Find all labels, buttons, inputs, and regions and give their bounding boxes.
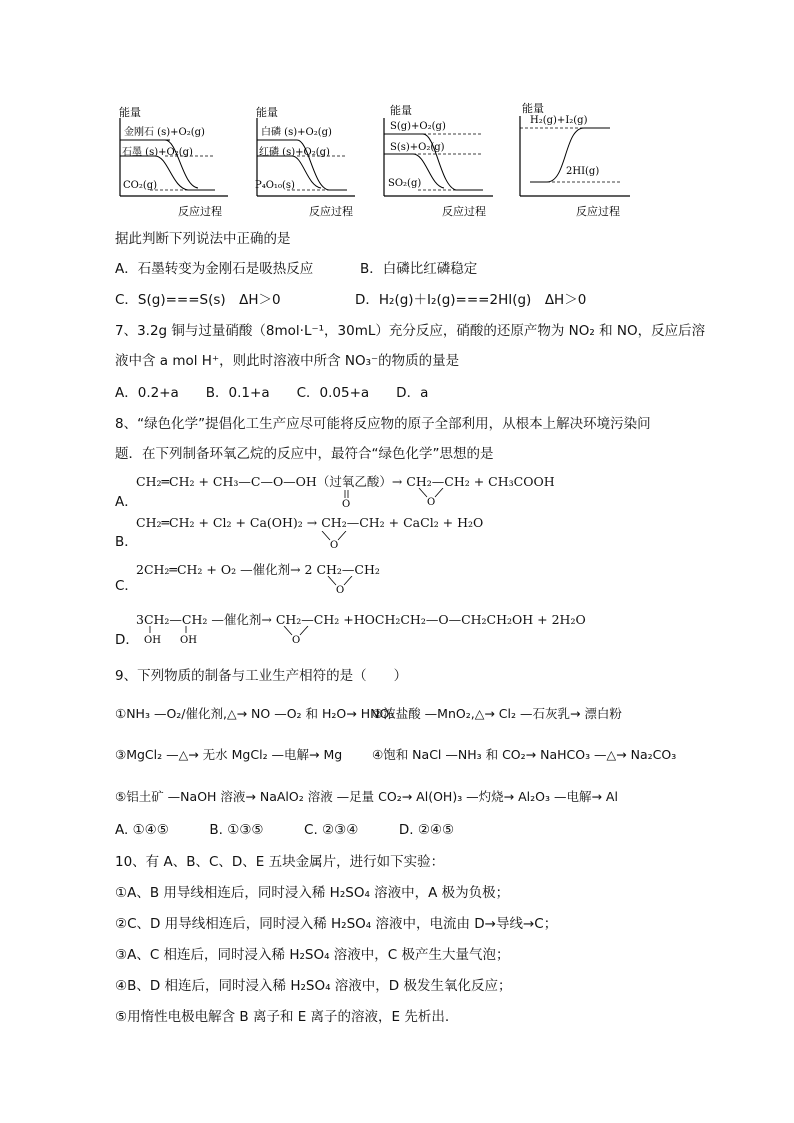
q10-statement-4: ④B、D 相连后，同时浸入稀 H₂SO₄ 溶液中，D 极发生氧化反应； [115,978,512,994]
q6-option-d: D．H₂(g)＋I₂(g)===2HI(g) ΔH＞0 [355,292,587,308]
q10-statement-5: ⑤用惰性电极电解含 B 离子和 E 离子的溶液，E 先析出. [115,1009,450,1025]
energy-level-top: 金刚石 (s)+O₂(g) [124,127,205,138]
q8-option-c-label: C． [115,578,138,594]
q9-route-4: ④饱和 NaCl —NH₃ 和 CO₂→ NaHCO₃ —△→ Na₂CO₃ [372,747,677,762]
energy-level-mid: S(s)+O₂(g) [390,142,445,153]
energy-diagram-4 [512,98,637,223]
q8-option-d-equation: 3CH₂—CH₂ —催化剂→ CH₂—CH₂ +HOCH₂CH₂—O—CH₂CH₂OH + 2H₂O [136,612,586,627]
q8-option-a-equation: CH₂═CH₂ + CH₃—C—O—OH（过氧乙酸）→ CH₂—CH₂ + CH₃COOH [136,474,555,489]
energy-level-bottom: SO₂(g) [388,178,422,189]
svg-text:O: O [342,499,351,508]
q7-line-1: 7、3.2g 铜与过量硝酸（8mol·L⁻¹，30mL）充分反应，硝酸的还原产物为 NO₂ 和 NO，反应后溶 [115,323,706,339]
q9-route-2: ②浓盐酸 —MnO₂,△→ Cl₂ —石灰乳→ 漂白粉 [372,706,622,721]
q9-route-5: ⑤铝土矿 —NaOH 溶液→ NaAlO₂ 溶液 —足量 CO₂→ Al(OH)₃ —灼烧→ Al₂O₃ —电解→ Al [115,789,618,804]
svg-text:O: O [330,540,339,551]
y-axis-label: 能量 [390,104,412,117]
q6-option-a: A．石墨转变为金刚石是吸热反应 [115,261,314,277]
q9-route-1: ①NH₃ —O₂/催化剂,△→ NO —O₂ 和 H₂O→ HNO₃ [115,706,395,721]
q8-option-b-label: B． [115,534,138,550]
svg-text:O: O [427,497,436,508]
svg-text:OH: OH [144,635,161,646]
q7-options: A．0.2+a B．0.1+a C．0.05+a D．a [115,385,429,401]
q8-option-b-structure [136,531,536,551]
x-axis-label: 反应过程 [442,205,486,218]
energy-level-mid: 石墨 (s)+O₂(g) [122,147,193,158]
energy-level-top: 白磷 (s)+O₂(g) [261,127,332,138]
y-axis-label: 能量 [119,106,141,119]
energy-diagram-3 [378,98,503,223]
q10-stem: 10、有 A、B、C、D、E 五块金属片，进行如下实验： [115,854,445,870]
x-axis-label: 反应过程 [178,205,222,218]
energy-diagram-1 [110,98,235,223]
q8-option-c-structure [136,576,536,596]
q9-stem: 9、下列物质的制备与工业生产相符的是（ ） [115,668,408,684]
q8-line-2: 题．在下列制备环氧乙烷的反应中，最符合“绿色化学”思想的是 [115,446,494,462]
energy-level-top: H₂(g)+I₂(g) [530,115,588,126]
q8-option-a-label: A． [115,494,138,510]
q8-option-d-label: D． [115,632,139,648]
x-axis-label: 反应过程 [309,205,353,218]
energy-diagram-2 [247,98,372,223]
energy-level-bottom: CO₂(g) [123,180,158,191]
q7-line-2: 液中含 a mol H⁺，则此时溶液中所含 NO₃⁻的物质的量是 [115,353,460,369]
energy-level-bottom: P₄O₁₀(s) [255,180,295,191]
energy-level-top: S(g)+O₂(g) [390,121,446,132]
y-axis-label: 能量 [256,106,278,119]
q8-option-b-equation: CH₂═CH₂ + Cl₂ + Ca(OH)₂ → CH₂—CH₂ + CaCl₂ + H₂O [136,515,484,530]
x-axis-label: 反应过程 [576,205,620,218]
q9-options: A. ①④⑤ B. ①③⑤ C. ②③④ D. ②④⑤ [115,822,455,838]
svg-text:O: O [292,635,301,646]
q8-option-d-structure [136,626,536,646]
q8-line-1: 8、“绿色化学”提倡化工生产应尽可能将反应物的原子全部利用，从根本上解决环境污染问 [115,416,651,432]
energy-level-mid: 2HI(g) [566,166,600,177]
energy-level-mid: 红磷 (s)+O₂(g) [259,147,330,158]
svg-text:OH: OH [180,635,197,646]
y-axis-label: 能量 [522,102,544,115]
q8-option-c-equation: 2CH₂═CH₂ + O₂ —催化剂→ 2 CH₂—CH₂ [136,562,380,577]
q9-route-3: ③MgCl₂ —△→ 无水 MgCl₂ —电解→ Mg [115,747,343,762]
svg-text:O: O [336,585,345,596]
q8-option-a-structure [136,488,536,508]
q10-statement-3: ③A、C 相连后，同时浸入稀 H₂SO₄ 溶液中，C 极产生大量气泡； [115,947,510,963]
q10-statement-2: ②C、D 用导线相连后，同时浸入稀 H₂SO₄ 溶液中，电流由 D→导线→C； [115,916,558,932]
q6-stem: 据此判断下列说法中正确的是 [115,231,291,247]
q10-statement-1: ①A、B 用导线相连后，同时浸入稀 H₂SO₄ 溶液中，A 极为负极； [115,885,510,901]
q6-option-b: B．白磷比红磷稳定 [360,261,478,277]
q6-option-c: C．S(g)===S(s) ΔH＞0 [115,292,281,308]
